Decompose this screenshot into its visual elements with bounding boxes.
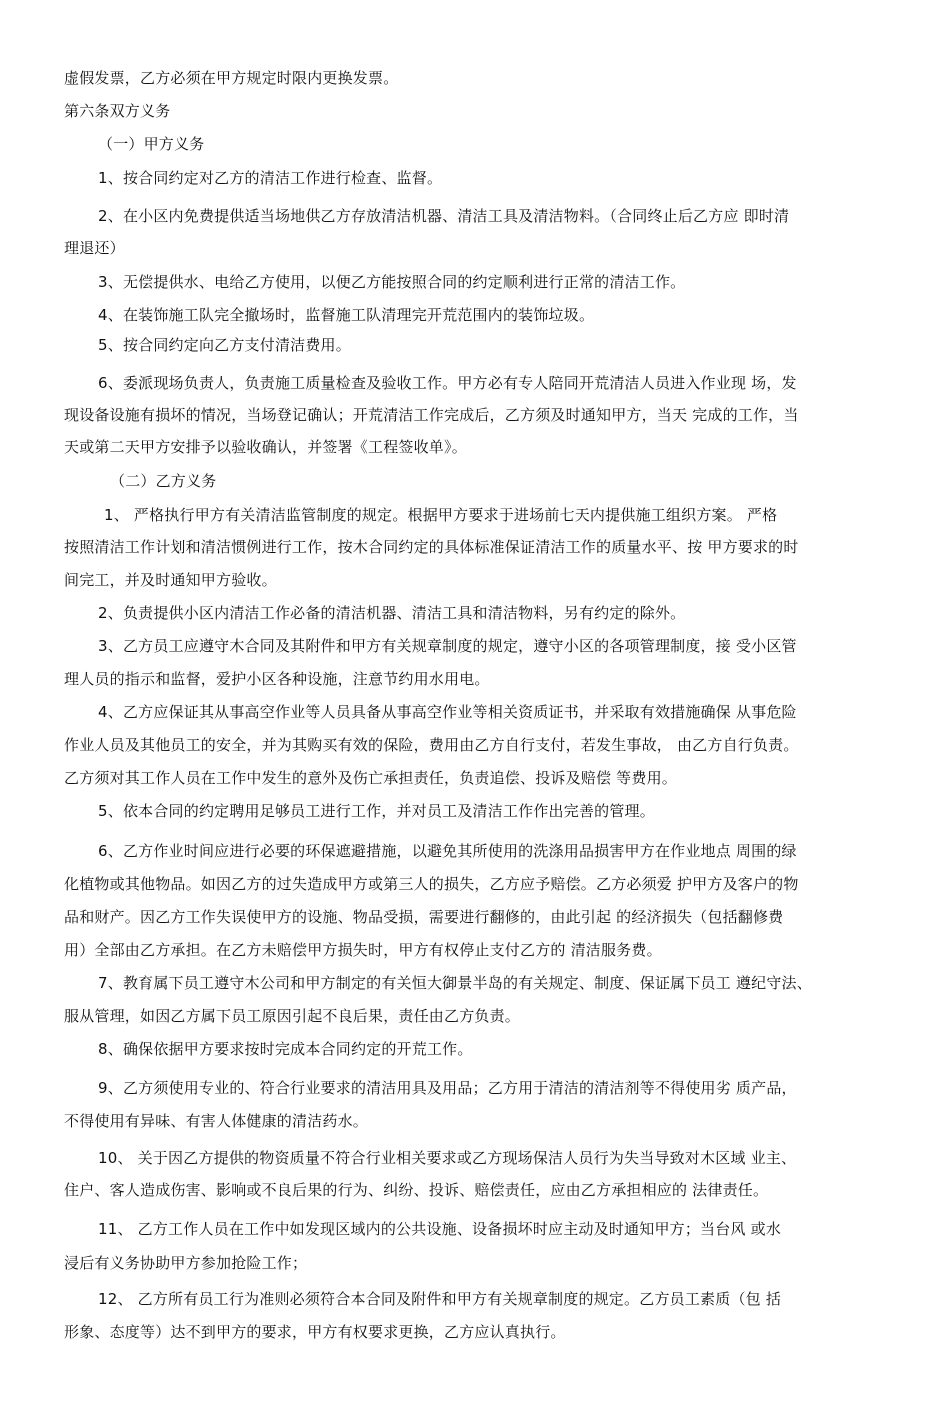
clause-line: 12、 乙方所有员工行为准则必须符合本合同及附件和甲方有关规章制度的规定。乙方员工素质（包 括 (98, 1290, 782, 1308)
clause-line: 住户、客人造成伤害、影响或不良后果的行为、纠纷、投诉、赔偿责任，应由乙方承担相应的 法律责任。 (64, 1181, 769, 1199)
clause-line: 按照清洁工作计划和清洁惯例进行工作，按木合同约定的具体标准保证清洁工作的质量水平、按 甲方要求的时 (64, 538, 799, 556)
clause-line: 形象、态度等）达不到甲方的要求，甲方有权要求更换，乙方应认真执行。 (64, 1323, 566, 1341)
clause-line: 用）全部由乙方承担。在乙方未赔偿甲方损失时，甲方有权停止支付乙方的 清洁服务费。 (64, 941, 662, 959)
clause-line: 乙方须对其工作人员在工作中发生的意外及伤亡承担责任，负责追偿、投诉及赔偿 等费用。 (64, 769, 677, 787)
clause-line: 7、教育属下员工遵守木公司和甲方制定的有关恒大御景半岛的有关规定、制度、保证属下员工 遵纪守法、 (98, 974, 812, 992)
subsection-heading: （二）乙方义务 (110, 472, 217, 490)
clause-line: 3、乙方员工应遵守木合同及其附件和甲方有关规章制度的规定，遵守小区的各项管理制度，接 受小区管 (98, 637, 797, 655)
section-heading: 第六条双方义务 (64, 102, 171, 120)
clause-line: 2、负责提供小区内清洁工作必备的清洁机器、清洁工具和清洁物料，另有约定的除外。 (98, 604, 686, 622)
clause-line: 现设备设施有损坏的情况，当场登记确认；开荒清洁工作完成后，乙方须及时通知甲方，当天 完成的工作，当 (64, 406, 799, 424)
clause-line: 3、无偿提供水、电给乙方使用，以便乙方能按照合同的约定顺利进行正常的清洁工作。 (98, 273, 686, 291)
clause-line: 4、乙方应保证其从事高空作业等人员具备从事高空作业等相关资质证书，并采取有效措施确保 从事危险 (98, 703, 797, 721)
clause-line: 化植物或其他物品。如因乙方的过失造成甲方或第三人的损失，乙方应予赔偿。乙方必须爱 护甲方及客户的物 (64, 875, 799, 893)
text-line: 虚假发票，乙方必须在甲方规定时限内更换发票。 (64, 69, 399, 87)
clause-line: 理人员的指示和监督，爱护小区各种设施，注意节约用水用电。 (64, 670, 490, 688)
clause-line: 服从管理，如因乙方属下员工原因引起不良后果，责任由乙方负责。 (64, 1007, 521, 1025)
clause-line: 4、在装饰施工队完全撤场时，监督施工队清理完开荒范围内的装饰垃圾。 (98, 306, 595, 324)
clause-line: 1、按合同约定对乙方的清洁工作进行检查、监督。 (98, 169, 443, 187)
clause-line: 品和财产。因乙方工作失误使甲方的设施、物品受损，需要进行翻修的，由此引起 的经济损失（包括翻修费 (64, 908, 784, 926)
clause-line: 不得使用有异味、有害人体健康的清洁药水。 (64, 1112, 369, 1130)
clause-line: 2、在小区内免费提供适当场地供乙方存放清洁机器、清洁工具及清洁物料。（合同终止后乙方应 即时清 (98, 207, 790, 225)
clause-line: 5、按合同约定向乙方支付清洁费用。 (98, 336, 351, 354)
clause-line: 浸后有义务协助甲方参加抢险工作； (64, 1254, 308, 1272)
clause-line: 8、确保依据甲方要求按时完成本合同约定的开荒工作。 (98, 1040, 473, 1058)
clause-line: 理退还） (64, 239, 125, 257)
clause-line: 10、 关于因乙方提供的物资质量不符合行业相关要求或乙方现场保洁人员行为失当导致对木区域 业主、 (98, 1149, 797, 1167)
clause-line: 天或第二天甲方安排予以验收确认，并签署《工程签收单》。 (64, 438, 467, 456)
clause-line: 间完工，并及时通知甲方验收。 (64, 571, 277, 589)
clause-line: 9、乙方须使用专业的、符合行业要求的清洁用具及用品；乙方用于清洁的清洁剂等不得使用劣 质产品， (98, 1079, 797, 1097)
clause-line: 6、委派现场负责人，负责施工质量检查及验收工作。甲方必有专人陪同开荒清洁人员进入作业现 场，发 (98, 374, 797, 392)
clause-line: 6、乙方作业时间应进行必要的环保遮避措施，以避免其所使用的洗涤用品损害甲方在作业地点 周围的绿 (98, 842, 797, 860)
clause-line: 作业人员及其他员工的安全，并为其购买有效的保险，费用由乙方自行支付，若发生事故， 由乙方自行负责。 (64, 736, 799, 754)
clause-line: 5、依本合同的约定聘用足够员工进行工作，并对员工及清洁工作作出完善的管理。 (98, 802, 655, 820)
clause-line: 11、 乙方工作人员在工作中如发现区域内的公共设施、设备损坏时应主动及时通知甲方；当台风 或水 (98, 1220, 782, 1238)
clause-line: 1、 严格执行甲方有关清洁监管制度的规定。根据甲方要求于进场前七天内提供施工组织方案。 严格 (104, 506, 778, 524)
subsection-heading: （一）甲方义务 (98, 135, 205, 153)
